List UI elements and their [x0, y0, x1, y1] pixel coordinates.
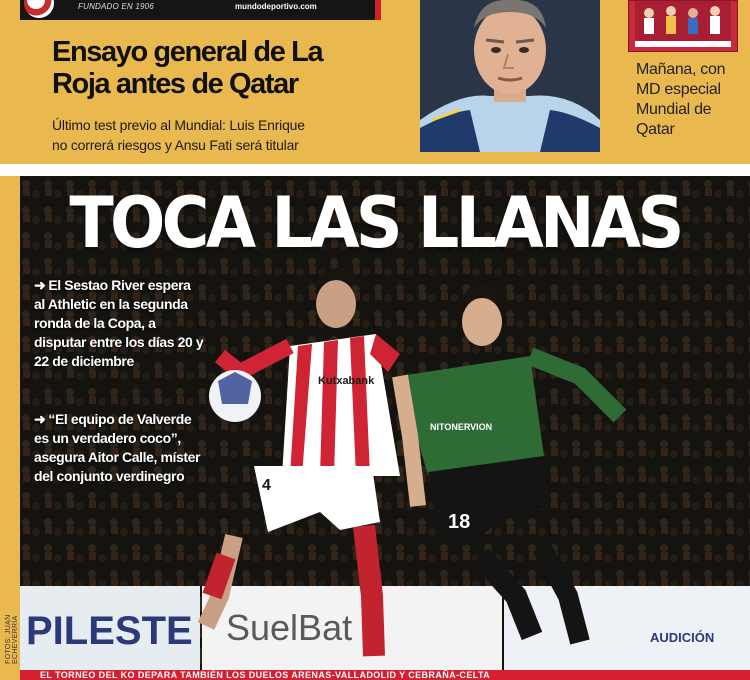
masthead-bar: [20, 0, 381, 20]
left-shirt-number: 4: [262, 477, 271, 494]
ticker-text: EL TORNEO DEL KO DEPARA TAMBIÉN LOS DUELOS ARENAS-VALLADOLID Y CEBRAÑA-CELTA: [40, 670, 491, 680]
founded-text: FUNDADO EN 1906: [78, 2, 154, 11]
arrow-right-icon: ➜: [34, 411, 46, 427]
main-story-bullet-1: [34, 276, 204, 371]
left-shirt-sponsor: Kutxabank: [318, 375, 375, 387]
coach-photo: [420, 0, 600, 152]
ball-logo-icon: [24, 0, 54, 18]
bullet-1-text: El Sestao River espera al Athletic en la segunda ronda de la Copa, a disputar entre los días 20 y 22 de diciembre: [34, 277, 204, 369]
main-story-title[interactable]: TOCA LAS LLANAS: [69, 182, 681, 264]
bullet-2-text: “El equipo de Valverde es un verdadero coco”, asegura Aitor Calle, míster del conjunto verdinegro: [34, 411, 201, 484]
coach-illustration: [420, 0, 600, 152]
top-story-headline[interactable]: Ensayo general de La Roja antes de Qatar: [52, 36, 323, 100]
board-left-text: PILESTE: [26, 609, 193, 653]
right-shirt-number: 18: [448, 511, 471, 533]
section-divider: [0, 164, 750, 176]
promo-text[interactable]: Mañana, con MD especial Mundial de Qatar: [636, 61, 726, 138]
website-text[interactable]: mundodeportivo.com: [235, 2, 317, 11]
promo-players-illustration: [629, 1, 737, 51]
board-right-text: AUDICIÓN: [650, 630, 715, 645]
main-story-bullet-2: [34, 410, 204, 486]
arrow-right-icon: ➜: [34, 277, 46, 293]
top-story-subhead: Último test previo al Mundial: Luis Enrique no correrá riesgos y Ansu Fati será titular: [52, 117, 305, 153]
right-shirt-sponsor: NITONERVION: [430, 422, 493, 432]
ticker-strip: [20, 670, 750, 680]
photo-credit: FOTOS: JUAN ECHEVERRÍA: [5, 614, 19, 664]
promo-thumbnail[interactable]: [628, 0, 738, 52]
board-mid-text: SuelBat: [226, 607, 353, 648]
